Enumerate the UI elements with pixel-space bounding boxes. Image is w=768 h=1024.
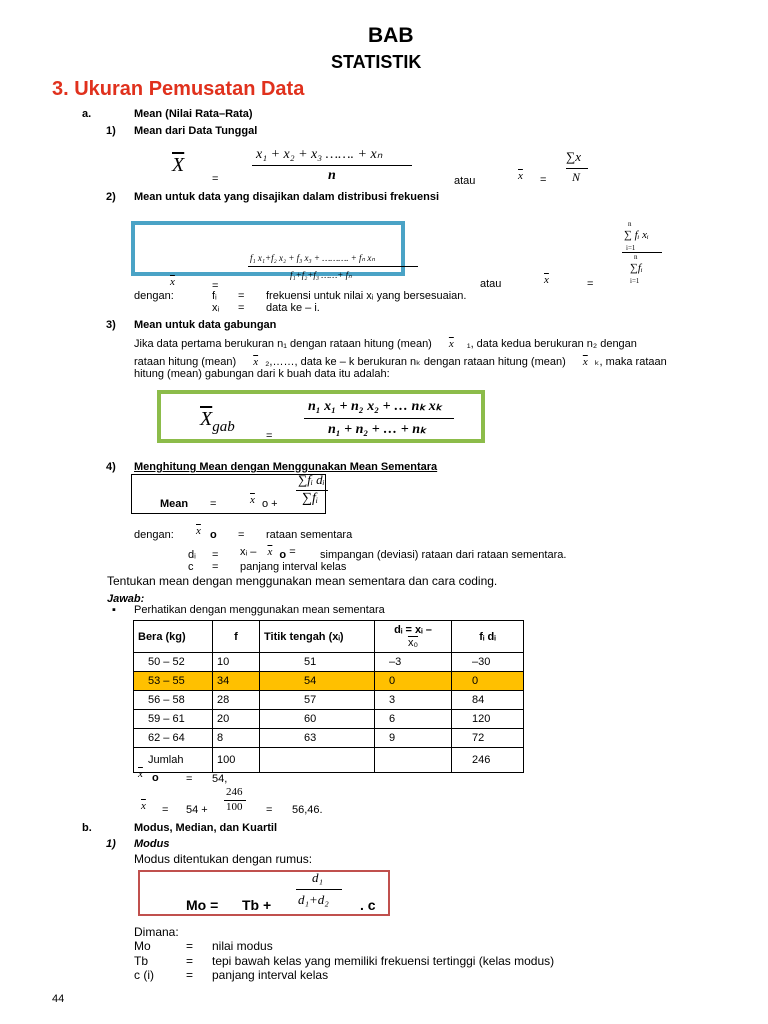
- s4-number: 4): [106, 461, 116, 473]
- def-value: tepi bawah kelas yang memiliki frekuensi tertinggi (kelas modus): [212, 954, 555, 968]
- cell: 72: [452, 729, 524, 748]
- s3-title: Mean untuk data gabungan: [134, 319, 277, 331]
- b1-frac-denominator: d₁+d₂: [298, 892, 329, 907]
- cell: 8: [213, 729, 260, 748]
- s4-jawab: Jawab:: [107, 593, 145, 605]
- s3-p2-xbar-k: x: [582, 356, 588, 368]
- b1-c: . c: [360, 897, 376, 913]
- s1-sum-denominator: N: [572, 170, 581, 184]
- def-eq: =: [186, 968, 194, 982]
- cell: 54: [260, 672, 375, 691]
- s2-sum-i-top: i=1: [626, 244, 636, 252]
- def-key: Mo: [134, 939, 151, 953]
- calc-x0-sub: o: [151, 772, 159, 784]
- cell: 20: [213, 710, 260, 729]
- col-di: [375, 621, 452, 653]
- table-row: [134, 710, 524, 729]
- calc-value2: 54 +: [186, 804, 208, 816]
- s4-dengan: dengan:: [134, 529, 174, 541]
- s4-def2-key: dᵢ: [188, 549, 196, 561]
- calc-eq1: =: [186, 773, 193, 785]
- s3-p2-xbar: x: [253, 356, 259, 368]
- cell: 3: [375, 691, 452, 710]
- s1-fraction-line: [252, 165, 412, 166]
- s2-sum-i-bottom: i=1: [630, 277, 640, 285]
- s2-sum-numerator: ∑ fᵢ xᵢ: [624, 229, 649, 241]
- s2-sum-fraction-line: [622, 252, 662, 253]
- table-header-row: [134, 621, 524, 653]
- s2-numerator: f₁ x₁+f₂ x₂ + f₃ x₃ + ………. + fₙ xₙ: [250, 253, 375, 263]
- s2-sum-n-top: n: [628, 220, 632, 228]
- s4-title: Menghitung Mean dengan Menggunakan Mean Sementara: [134, 461, 438, 473]
- calc-x0-xbar: x: [138, 768, 143, 780]
- s2-title: Mean untuk data yang disajikan dalam distribusi frekuensi: [134, 191, 440, 203]
- s2-xbar-2: x: [544, 274, 549, 286]
- cell: 50 – 52: [134, 653, 213, 672]
- s4-frac-denominator: ∑fᵢ: [302, 491, 319, 506]
- s4-def2-xbar: x: [267, 546, 273, 558]
- s4-def1-xbar: x: [196, 525, 201, 537]
- chapter-label: BAB: [368, 24, 414, 47]
- cell: 60: [260, 710, 375, 729]
- s2-def2-eq: =: [238, 302, 245, 314]
- page-number: 44: [52, 993, 65, 1005]
- cell: 0: [452, 672, 524, 691]
- def-value: panjang interval kelas: [212, 968, 329, 982]
- calc-eq3: =: [266, 804, 273, 816]
- cell: 100: [213, 748, 260, 773]
- s1-equals-2: =: [540, 174, 547, 186]
- s4-def1-value: rataan sementara: [266, 529, 353, 541]
- cell: 120: [452, 710, 524, 729]
- s2-sum-denominator: ∑fᵢ: [630, 262, 643, 274]
- s1-xbar: X: [172, 154, 185, 176]
- s1-numerator: x₁ + x₂ + x₃ ……. + xₙ: [256, 147, 383, 162]
- s2-def1-value: frekuensi untuk nilai xᵢ yang bersesuaian.: [266, 290, 467, 302]
- cell: 56 – 58: [134, 691, 213, 710]
- col-di-sub: x₀: [407, 636, 419, 649]
- chapter-title: STATISTIK: [331, 52, 422, 72]
- s3-number: 3): [106, 319, 116, 331]
- cell: 62 – 64: [134, 729, 213, 748]
- def-key: Tb: [134, 954, 149, 968]
- s1-number: 1): [106, 125, 116, 137]
- s2-xbar: x: [170, 276, 175, 288]
- item-b-label: b.: [82, 822, 92, 834]
- cell: 53 – 55: [134, 672, 213, 691]
- def-eq: =: [186, 954, 194, 968]
- s3-p1-rest: ₁, data kedua berukuran n₂ dengan: [466, 338, 637, 350]
- s3-p1-xbar: x: [448, 338, 454, 350]
- s3-xgab-sub: gab: [212, 419, 235, 435]
- def-value: nilai modus: [212, 939, 273, 953]
- b1-frac-numerator: d₁: [312, 870, 324, 885]
- calc-eq2: =: [162, 804, 169, 816]
- cell: Jumlah: [134, 748, 213, 773]
- s2-denominator: f₁+f₂+f₃ ……+ fₙ: [290, 270, 352, 280]
- s3-xgab: [200, 408, 235, 435]
- section-heading: 3. Ukuran Pemusatan Data: [52, 78, 305, 100]
- cell: 9: [375, 729, 452, 748]
- s2-def2-key: xᵢ: [212, 302, 220, 314]
- table-row: [134, 691, 524, 710]
- s4-def1-eq: =: [238, 529, 245, 541]
- s1-equals: =: [212, 173, 219, 185]
- def-eq: =: [186, 939, 194, 953]
- b1-title: Modus: [134, 838, 170, 850]
- s4-def2-formula: [240, 546, 296, 561]
- item-a-title: Mean (Nilai Rata–Rata): [134, 108, 253, 120]
- table-row-highlighted: [134, 672, 524, 691]
- cell: 51: [260, 653, 375, 672]
- s3-fraction-line: [304, 418, 454, 419]
- s3-equals: =: [266, 430, 273, 442]
- b1-fraction-line: [296, 889, 342, 890]
- cell: [375, 748, 452, 773]
- cell: 28: [213, 691, 260, 710]
- s4-def3-key: c: [188, 561, 194, 573]
- s3-denominator: n₁ + n₂ + … + nₖ: [328, 422, 427, 437]
- b1-dimana: Dimana:: [134, 925, 179, 939]
- s1-sum-numerator: ∑x: [566, 149, 582, 164]
- calc-xbar: x: [141, 800, 146, 812]
- cell: 59 – 61: [134, 710, 213, 729]
- s2-equals-2: =: [587, 278, 594, 290]
- cell: 57: [260, 691, 375, 710]
- cell: –3: [375, 653, 452, 672]
- frequency-table: [133, 620, 524, 773]
- cell: 63: [260, 729, 375, 748]
- s1-sum-fraction-line: [566, 168, 588, 169]
- s4-x0-x: x: [250, 494, 255, 506]
- cell: 0: [375, 672, 452, 691]
- cell: 34: [213, 672, 260, 691]
- s4-def2-sub: o: [279, 549, 287, 561]
- s4-def2-eq: =: [212, 549, 219, 561]
- cell: 6: [375, 710, 452, 729]
- b1-mo: Mo =: [186, 897, 219, 913]
- s1-atau: atau: [454, 175, 476, 187]
- s3-p2-text: rataan hitung (mean): [134, 356, 237, 368]
- s3-para-line3: hitung (mean) gabungan dari k buah data itu adalah:: [134, 368, 390, 380]
- col-fidi: fᵢ dᵢ: [452, 621, 524, 653]
- calc-value3: 56,46.: [292, 804, 323, 816]
- s4-x0: [250, 494, 278, 510]
- s4-frac-numerator: ∑fᵢ dᵢ: [298, 472, 325, 487]
- col-di-label: dᵢ = xᵢ –: [394, 623, 432, 636]
- table-row: [134, 729, 524, 748]
- b1-tb: Tb +: [242, 897, 272, 913]
- s3-xgab-x: X: [200, 408, 213, 430]
- item-b-title: Modus, Median, dan Kuartil: [134, 822, 278, 834]
- cell: 10: [213, 653, 260, 672]
- s2-dengan: dengan:: [134, 290, 174, 302]
- s3-para-line1: [134, 338, 637, 350]
- cell: 84: [452, 691, 524, 710]
- col-f: f: [213, 621, 260, 653]
- calc-value1: 54,: [212, 773, 228, 785]
- s1-denominator: n: [328, 168, 336, 183]
- s2-atau: atau: [480, 278, 502, 290]
- s3-p2-mid: ₂,……, data ke – k berukuran nₖ dengan rataan hitung (mean): [265, 356, 566, 368]
- s3-p1-text: Jika data pertama berukuran n₁ dengan rataan hitung (mean): [134, 338, 432, 350]
- def-key: c (i): [134, 968, 154, 982]
- s2-sum-n-bottom: n: [634, 253, 638, 261]
- s4-def1-sub: o: [209, 529, 217, 541]
- s4-x0-sub: o +: [261, 498, 278, 510]
- s4-def2-value: simpangan (deviasi) rataan dari rataan sementara.: [320, 549, 567, 561]
- b1-text: Modus ditentukan dengan rumus:: [134, 852, 313, 866]
- s4-def2-eq2: =: [289, 546, 296, 558]
- s4-def3-eq: =: [212, 561, 219, 573]
- cell: –30: [452, 653, 524, 672]
- s4-mean-label: Mean: [160, 498, 189, 510]
- s4-def3-value: panjang interval kelas: [240, 561, 347, 573]
- s2-equals: =: [212, 280, 219, 292]
- calc-x0: [138, 768, 159, 784]
- col-titik-tengah: Titik tengah (xᵢ): [260, 621, 375, 653]
- s4-task: Tentukan mean dengan menggunakan mean sementara dan cara coding.: [107, 574, 498, 588]
- s2-def1-key: fᵢ: [212, 290, 217, 302]
- s1-xbar-2: x: [518, 170, 523, 182]
- cell: 246: [452, 748, 524, 773]
- s2-fraction-line: [248, 266, 418, 267]
- table-row: [134, 653, 524, 672]
- s3-numerator: n₁ x₁ + n₂ x₂ + … nₖ xₖ: [308, 399, 442, 414]
- s4-def1-key: [196, 525, 217, 541]
- s2-def2-value: data ke – i.: [266, 302, 320, 314]
- s3-para-line2: [134, 355, 667, 368]
- s4-note: Perhatikan dengan menggunakan mean sementara: [134, 604, 385, 616]
- s4-def2-xi: xᵢ –: [240, 546, 257, 558]
- cell: [260, 748, 375, 773]
- s2-number: 2): [106, 191, 116, 203]
- b1-number: 1): [106, 838, 116, 850]
- table-row-total: [134, 748, 524, 773]
- s2-def1-eq: =: [238, 290, 245, 302]
- col-bera: Bera (kg): [134, 621, 213, 653]
- item-a-label: a.: [82, 108, 92, 120]
- calc-frac-numerator: 246: [226, 786, 243, 798]
- s1-title: Mean dari Data Tunggal: [134, 125, 258, 137]
- s4-bullet: ▪: [112, 604, 116, 616]
- s2-blue-box: [131, 221, 405, 276]
- s4-equals: =: [210, 498, 217, 510]
- s3-p2-rest: ₖ, maka rataan: [594, 356, 667, 368]
- calc-frac-denominator: 100: [226, 801, 243, 813]
